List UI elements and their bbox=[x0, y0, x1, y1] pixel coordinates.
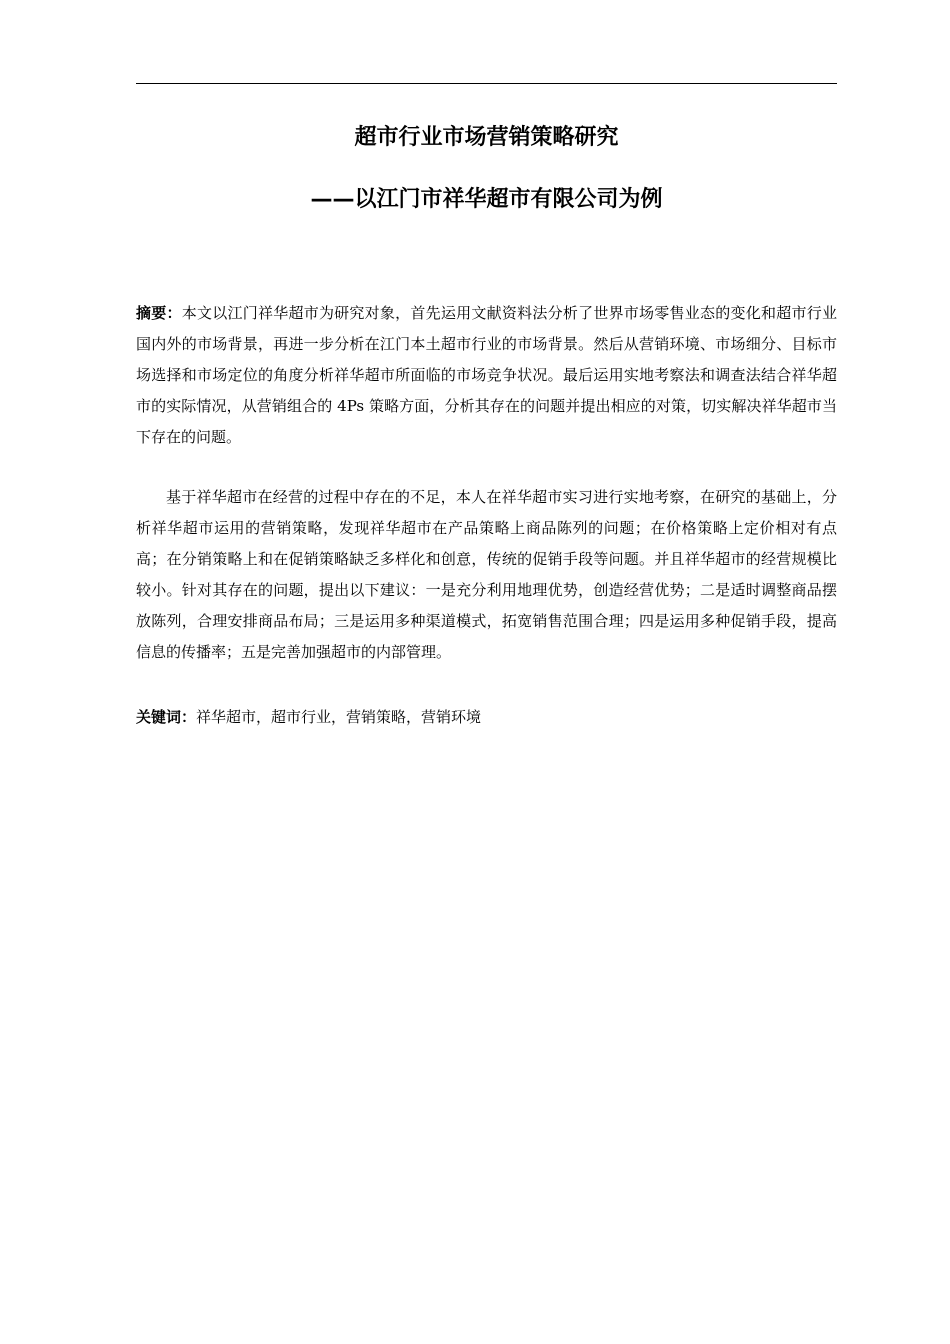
abstract-label: 摘要 bbox=[136, 304, 167, 322]
abstract-paragraph bbox=[136, 298, 837, 453]
keywords-text: 祥华超市，超市行业，营销策略，营销环境 bbox=[196, 708, 482, 726]
abstract-separator: ： bbox=[166, 304, 182, 322]
document-subtitle: ——以江门市祥华超市有限公司为例 bbox=[310, 187, 663, 212]
abstract-text: 本文以江门祥华超市为研究对象，首先运用文献资料法分析了世界市场零售业态的变化和超市行业国内外的市场背景，再进一步分析在江门本土超市行业的市场背景。然后从营销环境、市场细分、目标市场选择和市场定位的角度分析祥华超市所面临的市场竞争状况。最后运用实地考察法和调查法结合祥华超市的实际情况，从营销组合的 4Ps 策略方面，分析其存在的问题并提出相应的对策，切实解决祥华超市当下存在的问题。 bbox=[136, 304, 837, 446]
abstract-content bbox=[136, 298, 837, 453]
document-title: 超市行业市场营销策略研究 bbox=[354, 125, 619, 150]
keywords-line bbox=[136, 702, 837, 733]
header-rule bbox=[136, 83, 837, 84]
keywords-separator: ： bbox=[181, 708, 197, 726]
body-paragraph bbox=[136, 482, 837, 668]
body-paragraph-text: 基于祥华超市在经营的过程中存在的不足，本人在祥华超市实习进行实地考察，在研究的基础上，分析祥华超市运用的营销策略，发现祥华超市在产品策略上商品陈列的问题；在价格策略上定价相对有点高；在分销策略上和在促销策略缺乏多样化和创意，传统的促销手段等问题。并且祥华超市的经营规模比较小。针对其存在的问题，提出以下建议：一是充分利用地理优势，创造经营优势；二是适时调整商品摆放陈列，合理安排商品布局；三是运用多种渠道模式，拓宽销售范围合理；四是运用多种促销手段，提高信息的传播率；五是完善加强超市的内部管理。 bbox=[136, 488, 837, 661]
keywords-label: 关键词 bbox=[136, 708, 182, 726]
